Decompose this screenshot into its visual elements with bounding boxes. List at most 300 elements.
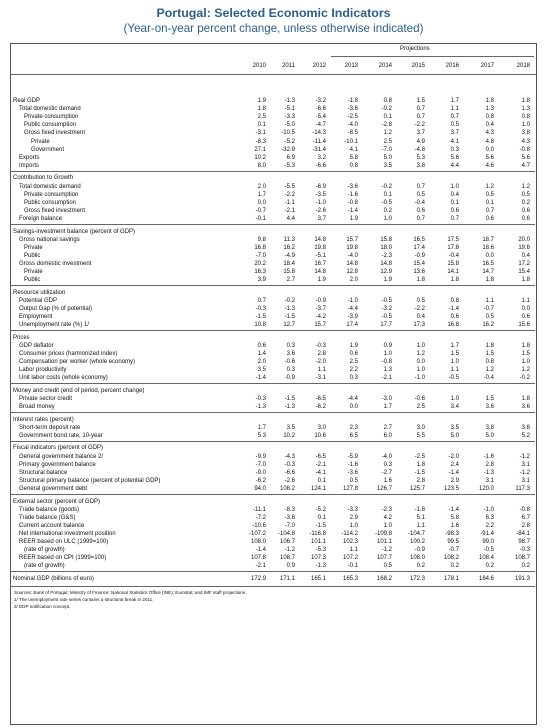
table-cell: 5.8 <box>349 154 358 161</box>
table-cell: 14.8 <box>314 269 326 275</box>
table-cell: -0.9 <box>414 252 425 259</box>
table-cell: 184.6 <box>478 575 494 582</box>
table-cell: 5.0 <box>450 432 459 439</box>
table-cell: 1.1 <box>521 297 530 304</box>
table-cell: 101.1 <box>310 539 326 545</box>
table-cell: -0.9 <box>414 547 425 554</box>
table-row <box>10 276 537 284</box>
table-cell: -0.1 <box>347 563 358 570</box>
table-row <box>10 350 537 358</box>
table-cell: -6.6 <box>284 469 295 476</box>
table-cell: 5.6 <box>450 154 459 161</box>
row-label: Fiscal indicators (percent of GDP) <box>13 445 104 452</box>
row-label: Output Gap (% of potential) <box>19 305 93 312</box>
row-label: Money and credit (end of period, percent change) <box>13 387 145 394</box>
table-cell: 4.2 <box>383 514 392 521</box>
table-cell: 120.0 <box>478 485 494 492</box>
table-cell: 6.9 <box>286 154 295 161</box>
table-cell: -1.3 <box>255 404 266 410</box>
table-cell: 102.3 <box>342 539 358 545</box>
table-cell: 191.3 <box>514 575 530 582</box>
table-row <box>10 252 537 260</box>
table-cell: 10.2 <box>283 432 295 439</box>
table-cell: 2.4 <box>450 461 459 468</box>
table-cell: 16.8 <box>254 244 266 251</box>
table-cell: -3.2 <box>315 98 326 104</box>
row-label: Primary government balance <box>19 461 96 468</box>
table-cell: -9.0 <box>255 469 266 476</box>
row-label: Gross fixed investment <box>24 130 86 137</box>
table-cell: -2.2 <box>284 191 295 198</box>
table-cell: 1.1 <box>450 106 459 113</box>
table-cell: 106.7 <box>279 539 295 545</box>
table-cell: 0.7 <box>416 183 425 190</box>
table-row <box>10 154 537 162</box>
table-row <box>10 461 537 469</box>
table-row <box>10 236 537 244</box>
table-cell: 15.6 <box>518 322 530 329</box>
section-divider <box>10 330 535 331</box>
table-cell: -6.6 <box>315 106 326 113</box>
table-cell: -3.0 <box>381 395 392 402</box>
table-cell: 0.0 <box>485 252 494 259</box>
table-cell: 0.1 <box>450 199 459 206</box>
table-cell: -0.7 <box>448 547 459 554</box>
row-label: Private <box>24 244 43 251</box>
row-label: (rate of growth) <box>24 563 65 570</box>
table-cell: 1.8 <box>521 98 530 104</box>
table-cell: 3.8 <box>485 424 494 431</box>
table-cell: 0.8 <box>349 162 358 169</box>
table-cell: -0.5 <box>381 199 392 206</box>
table-cell: 127.8 <box>342 485 358 492</box>
table-cell: 0.3 <box>286 342 295 349</box>
table-cell: -6.2 <box>255 477 266 484</box>
table-cell: 14.1 <box>447 269 459 275</box>
row-label: General government debt <box>19 485 88 492</box>
table-cell: -4.0 <box>381 453 392 460</box>
row-label: Broad money <box>19 404 55 410</box>
table-cell: 5.2 <box>521 432 530 439</box>
row-label: Unit labor costs (whole economy) <box>19 375 108 382</box>
table-row <box>10 403 537 411</box>
table-cell: 99.5 <box>447 539 459 545</box>
table-cell: -1.4 <box>347 207 358 214</box>
table-cell: 0.6 <box>257 342 266 349</box>
row-label: Private <box>31 138 50 145</box>
table-cell: -1.8 <box>414 506 425 513</box>
table-cell: 4.7 <box>521 162 530 169</box>
table-cell: 14.7 <box>482 269 494 275</box>
table-cell: -2.0 <box>315 359 326 365</box>
table-cell: 0.7 <box>416 215 425 222</box>
table-cell: -0.6 <box>284 359 295 365</box>
table-cell: 5.3 <box>257 432 266 439</box>
table-cell: -2.6 <box>284 477 295 484</box>
section-header-row <box>10 289 537 297</box>
table-cell: 3.0 <box>416 424 425 431</box>
table-cell: -2.1 <box>315 461 326 468</box>
row-label: Interest rates (percent) <box>13 416 74 423</box>
row-label: Private consumption <box>24 191 79 198</box>
table-cell: -0.2 <box>381 106 392 113</box>
table-cell: -0.4 <box>483 375 494 382</box>
row-label: Private consumption <box>24 114 79 121</box>
table-cell: 1.0 <box>450 183 459 190</box>
row-label: Government <box>31 146 65 153</box>
table-cell: 18.0 <box>380 244 392 251</box>
table-cell: 3.7 <box>416 130 425 137</box>
row-label: Total domestic demand <box>19 183 81 190</box>
year-column-header: 2010 <box>252 63 266 69</box>
table-row <box>10 358 537 366</box>
table-cell: 15.7 <box>346 236 358 243</box>
table-cell: -0.7 <box>255 207 266 214</box>
table-cell: 19.8 <box>314 244 326 251</box>
row-label: Nominal GDP (billions of euro) <box>13 575 94 582</box>
table-cell: 2.2 <box>485 522 494 529</box>
table-cell: 5.6 <box>485 154 494 161</box>
row-label: Public consumption <box>24 122 77 129</box>
table-cell: -1.2 <box>519 453 530 460</box>
section-divider <box>10 285 535 286</box>
table-cell: 0.1 <box>257 122 266 129</box>
table-cell: 17.5 <box>447 236 459 243</box>
table-cell: 0.5 <box>416 191 425 198</box>
table-cell: 12.9 <box>380 269 392 275</box>
section-header-row <box>10 387 537 395</box>
row-label: Employment <box>19 314 53 320</box>
table-cell: 0.8 <box>521 114 530 121</box>
table-cell: 19.8 <box>346 244 358 251</box>
row-label: Labor productivity <box>19 367 67 374</box>
table-cell: 107.8 <box>250 555 266 562</box>
table-cell: -3.2 <box>381 305 392 312</box>
table-cell: -4.9 <box>284 252 295 259</box>
table-cell: 1.2 <box>383 130 392 137</box>
row-label: Contribution to Growth <box>13 175 74 182</box>
row-label: Resource utilization <box>13 289 66 296</box>
row-label: Public <box>24 277 41 284</box>
row-label: Gross fixed investment <box>24 207 86 214</box>
table-cell: 0.7 <box>450 114 459 121</box>
table-cell: -7.0 <box>284 522 295 529</box>
table-cell: -14.3 <box>312 130 326 137</box>
row-label: Private <box>24 269 43 275</box>
table-cell: 108.4 <box>478 555 494 562</box>
table-cell: -2.3 <box>381 252 392 259</box>
table-cell: 0.7 <box>257 297 266 304</box>
header-divider <box>11 74 536 75</box>
table-cell: 12.8 <box>346 269 358 275</box>
table-cell: -2.6 <box>315 207 326 214</box>
table-cell: -2.5 <box>414 453 425 460</box>
table-cell: 1.8 <box>450 277 459 284</box>
table-cell: 2.5 <box>349 359 358 365</box>
table-cell: 2.0 <box>257 359 266 365</box>
table-cell: 0.6 <box>450 207 459 214</box>
table-cell: 1.1 <box>416 522 425 529</box>
table-cell: 6.0 <box>383 432 392 439</box>
table-cell: 0.1 <box>317 514 326 521</box>
table-cell: 165.1 <box>310 575 326 582</box>
table-cell: -1.3 <box>284 305 295 312</box>
table-row <box>10 199 537 207</box>
table-row <box>10 530 537 538</box>
table-row <box>10 268 537 276</box>
table-cell: 0.5 <box>450 122 459 129</box>
table-row <box>10 374 537 382</box>
table-cell: -3.6 <box>347 106 358 113</box>
table-cell: 0.5 <box>485 191 494 198</box>
table-cell: 0.1 <box>383 191 392 198</box>
table-cell: 3.4 <box>450 404 459 410</box>
table-cell: 4.8 <box>485 138 494 145</box>
table-cell: -32.9 <box>281 146 295 153</box>
table-cell: 16.5 <box>482 260 494 267</box>
table-cell: 0.6 <box>485 215 494 222</box>
table-cell: 1.8 <box>521 395 530 402</box>
table-row <box>10 424 537 432</box>
table-cell: -11.1 <box>252 506 266 513</box>
table-row <box>10 146 537 154</box>
table-cell: 171.1 <box>279 575 295 582</box>
table-cell: 0.9 <box>383 342 392 349</box>
table-cell: 5.8 <box>450 514 459 521</box>
table-cell: 1.8 <box>257 106 266 113</box>
table-cell: 0.5 <box>349 477 358 484</box>
table-cell: 15.7 <box>314 322 326 329</box>
table-cell: 0.8 <box>485 359 494 365</box>
table-cell: 3.8 <box>521 130 530 137</box>
row-label: Structural balance <box>19 469 68 476</box>
table-cell: 0.5 <box>521 191 530 198</box>
table-cell: -0.1 <box>255 215 266 222</box>
table-cell: 6.3 <box>485 514 494 521</box>
table-cell: 1.6 <box>450 522 459 529</box>
table-cell: 124.1 <box>310 485 326 492</box>
table-cell: 15.8 <box>447 260 459 267</box>
table-cell: 107.2 <box>342 555 358 562</box>
table-cell: 0.1 <box>485 199 494 206</box>
table-cell: 2.8 <box>521 522 530 529</box>
table-cell: 4.4 <box>286 215 295 222</box>
table-cell: 0.0 <box>257 199 266 206</box>
table-cell: 3.9 <box>257 277 266 284</box>
table-cell: -109.8 <box>374 530 392 537</box>
table-cell: 3.6 <box>286 350 295 357</box>
table-cell: 4.4 <box>450 162 459 169</box>
row-label: Unemployment rate (%) 1/ <box>19 322 90 329</box>
table-cell: -6.5 <box>315 453 326 460</box>
table-row <box>10 113 537 121</box>
table-cell: 126.7 <box>376 485 392 492</box>
row-label: Public consumption <box>24 199 77 206</box>
table-cell: 2.7 <box>383 424 392 431</box>
year-column-header: 2014 <box>378 63 392 69</box>
year-column-header: 2015 <box>411 63 425 69</box>
table-cell: 0.3 <box>450 146 459 153</box>
table-cell: -31.4 <box>312 146 326 153</box>
table-cell: 107.3 <box>310 555 326 562</box>
table-cell: -1.6 <box>347 191 358 198</box>
table-row <box>10 183 537 191</box>
table-cell: 1.7 <box>257 424 266 431</box>
table-cell: -1.5 <box>315 522 326 529</box>
table-cell: -4.8 <box>414 146 425 153</box>
table-cell: -1.6 <box>347 461 358 468</box>
table-cell: 4.3 <box>485 130 494 137</box>
table-cell: 0.7 <box>485 207 494 214</box>
table-cell: -3.5 <box>315 191 326 198</box>
table-cell: 19.6 <box>518 244 530 251</box>
table-cell: 1.5 <box>485 350 494 357</box>
table-cell: 5.0 <box>485 432 494 439</box>
table-cell: 1.0 <box>416 367 425 374</box>
table-cell: 1.9 <box>317 277 326 284</box>
table-cell: -1.0 <box>315 199 326 206</box>
row-label: Potential GDP <box>19 297 58 304</box>
table-cell: -8.3 <box>255 138 266 145</box>
table-cell: 17.2 <box>518 260 530 267</box>
table-cell: 108.7 <box>514 555 530 562</box>
table-cell: 1.6 <box>383 477 392 484</box>
section-divider <box>10 224 535 225</box>
table-cell: -107.2 <box>248 530 266 537</box>
table-cell: 6.7 <box>521 514 530 521</box>
table-cell: 0.3 <box>349 375 358 382</box>
table-row <box>10 477 537 485</box>
table-cell: 17.8 <box>447 244 459 251</box>
table-cell: 0.6 <box>450 314 459 320</box>
table-cell: -2.3 <box>381 506 392 513</box>
row-label: REER based on ULC (1999=100) <box>19 539 109 545</box>
row-label: Trade balance (goods) <box>19 506 80 513</box>
table-cell: 16.5 <box>413 236 425 243</box>
table-cell: -0.2 <box>519 375 530 382</box>
table-cell: -3.3 <box>347 506 358 513</box>
table-cell: 0.4 <box>450 191 459 198</box>
table-cell: 15.4 <box>413 260 425 267</box>
section-header-row <box>10 334 537 342</box>
table-cell: -0.4 <box>448 252 459 259</box>
table-cell: 10.8 <box>254 322 266 329</box>
table-cell: -1.8 <box>347 98 358 104</box>
table-cell: 117.3 <box>515 485 530 492</box>
table-cell: -7.0 <box>255 461 266 468</box>
table-cell: 94.0 <box>254 485 266 492</box>
table-cell: 5.3 <box>416 154 425 161</box>
table-cell: -11.4 <box>312 138 326 145</box>
table-row <box>10 129 537 137</box>
table-cell: 1.7 <box>383 404 392 410</box>
table-title: Portugal: Selected Economic Indicators <box>156 6 391 20</box>
section-header-row <box>10 498 537 506</box>
table-cell: 1.0 <box>383 215 392 222</box>
row-label: GDP deflator <box>19 342 54 349</box>
table-cell: 3.5 <box>450 424 459 431</box>
table-cell: -4.2 <box>315 314 326 320</box>
table-cell: 0.0 <box>485 146 494 153</box>
table-row <box>10 562 537 570</box>
table-cell: -4.3 <box>284 453 295 460</box>
row-label: Savings-investment balance (percent of GDP) <box>13 228 136 235</box>
table-cell: -0.8 <box>381 359 392 365</box>
table-cell: -5.1 <box>315 252 326 259</box>
table-cell: 1.1 <box>349 547 358 554</box>
table-cell: -8.5 <box>347 130 358 137</box>
table-cell: 17.4 <box>346 322 358 329</box>
table-cell: -5.3 <box>284 162 295 169</box>
table-cell: 168.2 <box>376 575 392 582</box>
table-row <box>10 546 537 554</box>
table-cell: -1.0 <box>414 375 425 382</box>
table-cell: 0.2 <box>383 207 392 214</box>
table-cell: 15.4 <box>518 269 530 275</box>
table-cell: 0.5 <box>416 297 425 304</box>
table-cell: 1.9 <box>257 98 266 104</box>
table-cell: -4.4 <box>347 305 358 312</box>
row-label: Short-term deposit rate <box>19 424 81 431</box>
table-cell: 3.7 <box>450 130 459 137</box>
table-cell: 17.7 <box>380 322 392 329</box>
table-cell: 1.8 <box>416 461 425 468</box>
table-cell: 101.1 <box>376 539 392 545</box>
table-cell: 1.3 <box>485 106 494 113</box>
table-cell: 18.6 <box>482 244 494 251</box>
table-cell: 100.2 <box>409 539 425 545</box>
table-cell: 1.2 <box>521 367 530 374</box>
table-cell: 18.4 <box>283 260 295 267</box>
row-label: Government bond rate, 10-year <box>19 432 103 439</box>
table-cell: 108.0 <box>250 539 266 545</box>
table-cell: -1.4 <box>448 305 459 312</box>
table-cell: 1.0 <box>450 359 459 365</box>
table-cell: 20.0 <box>518 236 530 243</box>
table-row <box>10 105 537 113</box>
table-cell: 1.4 <box>257 350 266 357</box>
table-cell: 1.0 <box>349 522 358 529</box>
row-label: Gross domestic investment <box>19 260 92 267</box>
table-cell: -0.3 <box>255 395 266 402</box>
table-cell: 1.7 <box>450 342 459 349</box>
table-row <box>10 538 537 546</box>
table-cell: -0.7 <box>483 305 494 312</box>
table-cell: -0.8 <box>347 199 358 206</box>
table-cell: 0.2 <box>416 563 425 570</box>
table-cell: 1.9 <box>383 277 392 284</box>
table-cell: 0.7 <box>450 215 459 222</box>
table-cell: 1.2 <box>416 350 425 357</box>
table-cell: 107.7 <box>376 555 392 562</box>
table-cell: 14.8 <box>314 236 326 243</box>
table-cell: -1.5 <box>414 469 425 476</box>
year-column-header: 2017 <box>480 63 494 69</box>
row-label: Total domestic demand <box>19 106 81 113</box>
table-cell: 13.6 <box>413 269 425 275</box>
table-cell: 2.9 <box>450 477 459 484</box>
table-cell: 98.7 <box>518 539 530 545</box>
table-row <box>10 207 537 215</box>
row-label: Public <box>24 252 41 259</box>
table-cell: 172.3 <box>409 575 425 582</box>
table-cell: -2.1 <box>284 207 295 214</box>
table-cell: -4.1 <box>315 469 326 476</box>
footnote: Sources: Bank of Portugal; Ministry of Finance; National Statistics Office (INE); Eurostat; and IMF staff projections. <box>14 590 247 595</box>
table-cell: 4.1 <box>450 138 459 145</box>
table-cell: 1.0 <box>383 522 392 529</box>
table-cell: -3.1 <box>255 130 266 137</box>
